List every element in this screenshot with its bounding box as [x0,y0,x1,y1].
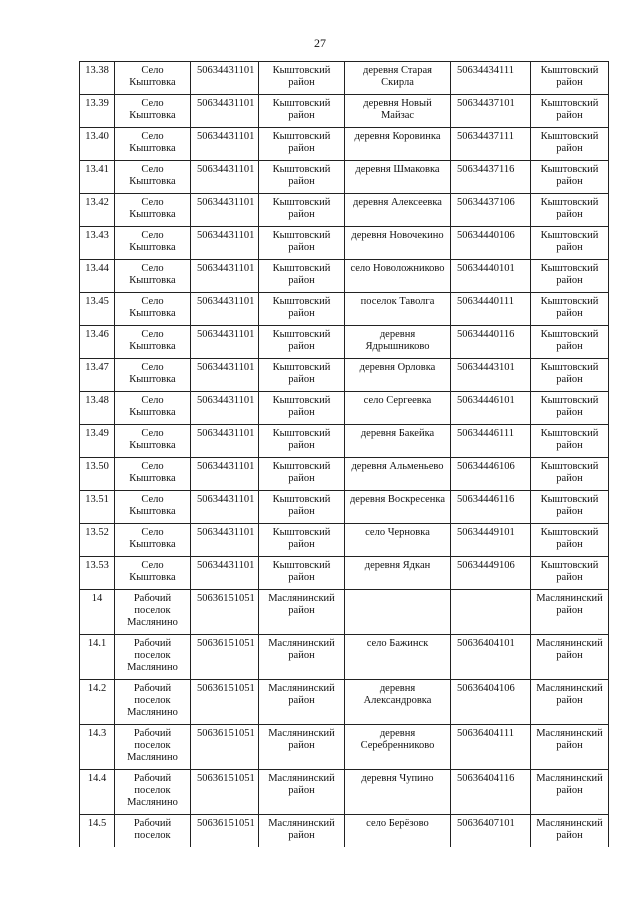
page-number: 27 [314,36,326,50]
settlement-code-cell: 50634437101 [451,95,531,128]
district-2-cell: Кыштовский район [531,62,609,95]
district-2-cell: Маслянинский район [531,815,609,848]
district-2-cell: Кыштовский район [531,95,609,128]
settlement-code-cell: 50634440116 [451,326,531,359]
district-2-cell: Кыштовский район [531,557,609,590]
table-row [80,326,609,359]
municipality-cell: Рабочий поселок Маслянино [115,770,191,815]
district-2-cell: Кыштовский район [531,227,609,260]
municipality-cell: Село Кыштовка [115,128,191,161]
municipality-cell: Село Кыштовка [115,359,191,392]
oktmo-code-cell: 50634431101 [191,95,259,128]
settlement-cell: деревня Чупино [345,770,451,815]
settlement-code-cell: 50634446116 [451,491,531,524]
settlement-cell: деревня Альменьево [345,458,451,491]
settlements-table [79,61,609,847]
settlement-cell: деревня Новый Майзас [345,95,451,128]
settlement-cell: деревня Серебренниково [345,725,451,770]
district-2-cell: Маслянинский район [531,680,609,725]
district-2-cell: Маслянинский район [531,725,609,770]
settlement-cell: деревня Ядрышниково [345,326,451,359]
row-number-cell: 13.41 [80,161,115,194]
settlement-cell: деревня Шмаковка [345,161,451,194]
municipality-cell: Рабочий поселок Маслянино [115,725,191,770]
district-cell: Маслянинский район [259,770,345,815]
municipality-cell: Рабочий поселок Маслянино [115,680,191,725]
table-row [80,635,609,680]
district-cell: Кыштовский район [259,524,345,557]
oktmo-code-cell: 50634431101 [191,359,259,392]
municipality-cell: Село Кыштовка [115,524,191,557]
row-number-cell: 13.47 [80,359,115,392]
table-row [80,128,609,161]
row-number-cell: 14.4 [80,770,115,815]
settlement-code-cell: 50634437111 [451,128,531,161]
settlement-cell: деревня Воскресенка [345,491,451,524]
oktmo-code-cell: 50634431101 [191,161,259,194]
settlement-cell: село Бажинск [345,635,451,680]
settlement-cell: деревня Ядкан [345,557,451,590]
district-cell: Кыштовский район [259,392,345,425]
settlement-cell: деревня Александровка [345,680,451,725]
table-row [80,524,609,557]
settlement-code-cell: 50634437106 [451,194,531,227]
settlement-cell: деревня Бакейка [345,425,451,458]
municipality-cell: Село Кыштовка [115,392,191,425]
district-cell: Кыштовский район [259,491,345,524]
table-row [80,293,609,326]
district-cell: Маслянинский район [259,725,345,770]
settlement-code-cell: 50636404106 [451,680,531,725]
oktmo-code-cell: 50636151051 [191,635,259,680]
table-row [80,725,609,770]
row-number-cell: 13.38 [80,62,115,95]
oktmo-code-cell: 50634431101 [191,227,259,260]
municipality-cell: Село Кыштовка [115,425,191,458]
district-2-cell: Маслянинский район [531,770,609,815]
row-number-cell: 13.39 [80,95,115,128]
settlement-code-cell [451,590,531,635]
settlement-code-cell: 50636404111 [451,725,531,770]
municipality-cell: Село Кыштовка [115,326,191,359]
table-row [80,770,609,815]
settlement-cell [345,590,451,635]
district-cell: Кыштовский район [259,557,345,590]
row-number-cell: 13.53 [80,557,115,590]
oktmo-code-cell: 50634431101 [191,62,259,95]
settlement-cell: деревня Коровинка [345,128,451,161]
district-2-cell: Кыштовский район [531,128,609,161]
settlement-code-cell: 50634446111 [451,425,531,458]
row-number-cell: 13.44 [80,260,115,293]
table-row [80,815,609,848]
municipality-cell: Село Кыштовка [115,557,191,590]
oktmo-code-cell: 50636151051 [191,770,259,815]
district-2-cell: Кыштовский район [531,392,609,425]
table-row [80,260,609,293]
table-row [80,680,609,725]
district-cell: Кыштовский район [259,62,345,95]
settlement-code-cell: 50634437116 [451,161,531,194]
district-2-cell: Кыштовский район [531,194,609,227]
oktmo-code-cell: 50634431101 [191,194,259,227]
district-cell: Маслянинский район [259,680,345,725]
district-cell: Кыштовский район [259,458,345,491]
district-2-cell: Кыштовский район [531,293,609,326]
settlement-code-cell: 50636407101 [451,815,531,848]
settlement-cell: село Черновка [345,524,451,557]
table-row [80,359,609,392]
municipality-cell: Село Кыштовка [115,95,191,128]
row-number-cell: 14.5 [80,815,115,848]
district-cell: Кыштовский район [259,425,345,458]
municipality-cell: Село Кыштовка [115,491,191,524]
table-row [80,392,609,425]
settlement-code-cell: 50634449101 [451,524,531,557]
table-row [80,194,609,227]
settlement-cell: деревня Алексеевка [345,194,451,227]
settlement-cell: поселок Таволга [345,293,451,326]
row-number-cell: 13.52 [80,524,115,557]
oktmo-code-cell: 50634431101 [191,425,259,458]
district-cell: Кыштовский район [259,161,345,194]
settlement-cell: село Берёзово [345,815,451,848]
table-row [80,62,609,95]
oktmo-code-cell: 50634431101 [191,326,259,359]
municipality-cell: Рабочий поселок Маслянино [115,635,191,680]
row-number-cell: 13.51 [80,491,115,524]
table-row [80,425,609,458]
oktmo-code-cell: 50636151051 [191,680,259,725]
oktmo-code-cell: 50634431101 [191,458,259,491]
district-cell: Кыштовский район [259,95,345,128]
row-number-cell: 14.2 [80,680,115,725]
oktmo-code-cell: 50634431101 [191,524,259,557]
district-cell: Кыштовский район [259,260,345,293]
district-cell: Кыштовский район [259,227,345,260]
settlement-code-cell: 50634440101 [451,260,531,293]
municipality-cell: Село Кыштовка [115,161,191,194]
district-cell: Кыштовский район [259,194,345,227]
district-2-cell: Кыштовский район [531,161,609,194]
settlement-code-cell: 50634440111 [451,293,531,326]
district-2-cell: Кыштовский район [531,326,609,359]
municipality-cell: Рабочий поселок Маслянино [115,590,191,635]
district-2-cell: Кыштовский район [531,491,609,524]
settlement-cell: село Новоложниково [345,260,451,293]
oktmo-code-cell: 50636151051 [191,815,259,848]
table-row [80,590,609,635]
municipality-cell: Село Кыштовка [115,458,191,491]
district-2-cell: Кыштовский район [531,260,609,293]
district-cell: Маслянинский район [259,815,345,848]
row-number-cell: 13.46 [80,326,115,359]
table-row [80,161,609,194]
settlement-code-cell: 50636404101 [451,635,531,680]
table-row [80,95,609,128]
settlement-code-cell: 50634440106 [451,227,531,260]
municipality-cell: Село Кыштовка [115,62,191,95]
oktmo-code-cell: 50636151051 [191,725,259,770]
table-row [80,458,609,491]
oktmo-code-cell: 50634431101 [191,260,259,293]
oktmo-code-cell: 50634431101 [191,491,259,524]
district-2-cell: Кыштовский район [531,458,609,491]
municipality-cell: Село Кыштовка [115,194,191,227]
district-cell: Кыштовский район [259,359,345,392]
oktmo-code-cell: 50634431101 [191,128,259,161]
settlement-cell: деревня Орловка [345,359,451,392]
row-number-cell: 14 [80,590,115,635]
municipality-cell: Село Кыштовка [115,260,191,293]
row-number-cell: 13.48 [80,392,115,425]
row-number-cell: 13.43 [80,227,115,260]
district-cell: Кыштовский район [259,326,345,359]
district-cell: Маслянинский район [259,635,345,680]
district-2-cell: Кыштовский район [531,524,609,557]
settlement-code-cell: 50636404116 [451,770,531,815]
settlement-code-cell: 50634434111 [451,62,531,95]
settlement-cell: деревня Старая Скирла [345,62,451,95]
settlement-code-cell: 50634446106 [451,458,531,491]
district-cell: Кыштовский район [259,293,345,326]
district-cell: Маслянинский район [259,590,345,635]
row-number-cell: 13.49 [80,425,115,458]
table-row [80,227,609,260]
row-number-cell: 13.40 [80,128,115,161]
municipality-cell: Село Кыштовка [115,227,191,260]
municipality-cell: Рабочий поселок [115,815,191,848]
district-2-cell: Маслянинский район [531,635,609,680]
settlement-code-cell: 50634449106 [451,557,531,590]
settlement-code-cell: 50634446101 [451,392,531,425]
row-number-cell: 14.1 [80,635,115,680]
row-number-cell: 14.3 [80,725,115,770]
district-2-cell: Маслянинский район [531,590,609,635]
row-number-cell: 13.42 [80,194,115,227]
oktmo-code-cell: 50634431101 [191,557,259,590]
settlement-code-cell: 50634443101 [451,359,531,392]
oktmo-code-cell: 50634431101 [191,392,259,425]
settlement-cell: село Сергеевка [345,392,451,425]
table-row [80,491,609,524]
district-2-cell: Кыштовский район [531,359,609,392]
oktmo-code-cell: 50634431101 [191,293,259,326]
municipality-cell: Село Кыштовка [115,293,191,326]
district-2-cell: Кыштовский район [531,425,609,458]
settlement-cell: деревня Новочекино [345,227,451,260]
table-row [80,557,609,590]
row-number-cell: 13.50 [80,458,115,491]
oktmo-code-cell: 50636151051 [191,590,259,635]
row-number-cell: 13.45 [80,293,115,326]
district-cell: Кыштовский район [259,128,345,161]
